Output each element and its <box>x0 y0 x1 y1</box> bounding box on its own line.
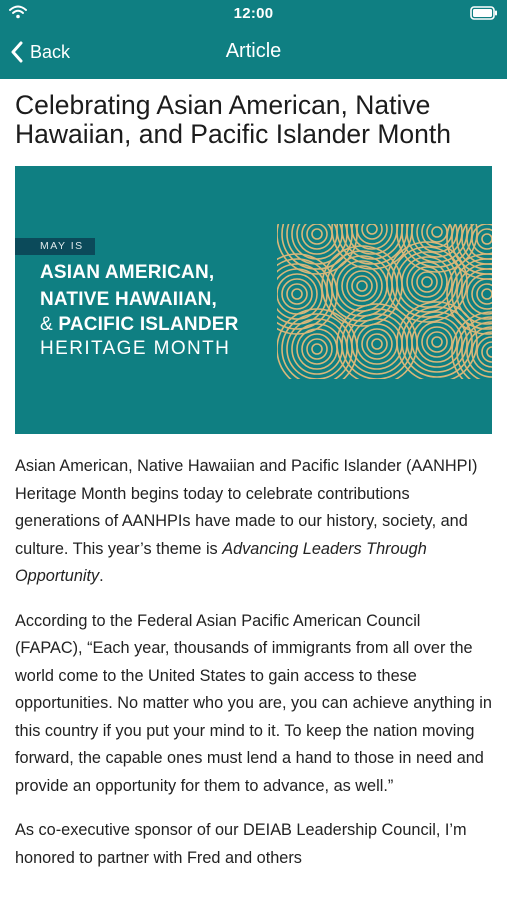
ring <box>312 344 322 354</box>
ring <box>427 332 447 352</box>
ring <box>277 274 317 314</box>
ring <box>477 229 492 249</box>
ring <box>407 262 447 302</box>
ring <box>372 339 382 349</box>
banner-line-1: ASIAN AMERICAN, <box>40 262 215 283</box>
nav-bar <box>0 28 507 79</box>
paragraph-1-theme: Advancing Leaders Through Opportunity <box>15 539 427 585</box>
ring <box>352 276 372 296</box>
ring <box>367 224 377 234</box>
back-label: Back <box>30 41 71 62</box>
ring-cluster <box>337 304 417 379</box>
ring <box>487 347 492 357</box>
ring <box>482 234 492 244</box>
ring <box>367 334 387 354</box>
ring <box>482 289 492 299</box>
article-content[interactable] <box>0 79 507 900</box>
status-bar <box>0 0 507 28</box>
ring <box>402 257 452 307</box>
ring <box>307 339 327 359</box>
ring <box>277 269 322 319</box>
article-paragraph-2: According to the Federal Asian Pacific American Council (FAPAC), “Each year, thousands of immigrants from all over the world come to the United States to gain access to these opportunities. No matter who you are, you can achieve anything in this country if you put your mind to it. To keep the nation moving forward, the capable ones must lend a hand to those in need and provide an opportunity for them to advance, as well.” <box>15 611 492 795</box>
banner-line-2: NATIVE HAWAIIAN, <box>40 289 218 310</box>
ring <box>412 317 462 367</box>
ring <box>477 284 492 304</box>
banner-line-3-text: PACIFIC ISLANDER <box>58 314 239 335</box>
banner-line-3 <box>40 314 239 336</box>
status-time: 12:00 <box>233 5 274 22</box>
ring <box>357 281 367 291</box>
banner-line-4: HERITAGE MONTH <box>40 338 231 359</box>
ring <box>287 284 307 304</box>
banner-ampersand: & <box>40 314 53 335</box>
page-title: Article <box>225 40 282 62</box>
concentric-circles-pattern <box>277 224 492 379</box>
paragraph-1-end: . <box>99 567 104 585</box>
ring <box>342 266 382 306</box>
ring <box>337 304 417 379</box>
app-header <box>0 0 507 79</box>
ring <box>297 329 337 369</box>
ring <box>312 229 322 239</box>
ring <box>422 277 432 287</box>
battery-icon <box>470 6 498 20</box>
ring <box>307 224 327 244</box>
ring <box>352 319 402 369</box>
ring <box>467 274 492 314</box>
ring <box>432 337 442 347</box>
ring <box>352 224 392 249</box>
heritage-month-banner <box>15 166 492 434</box>
ring <box>362 224 382 239</box>
ring <box>292 324 342 374</box>
article-title: Celebrating Asian American, Native Hawaiian, and Pacific Islander Month <box>15 90 452 149</box>
ring <box>432 227 442 237</box>
ring <box>292 289 302 299</box>
ring <box>357 324 397 364</box>
ring <box>417 272 437 292</box>
article-paragraph-1 <box>15 453 492 591</box>
ring <box>417 322 457 362</box>
article-paragraph-3: As co-executive sponsor of our DEIAB Leadership Council, I’m honored to partner with Fred and others <box>15 821 467 867</box>
banner-tag: MAY IS <box>15 238 95 255</box>
paragraph-1-text: Asian American, Native Hawaiian and Pacific Islander (AANHPI) Heritage Month begins today to celebrate contributions generations of AANHPIs have made to our history, society, and culture. This year’s theme is <box>15 457 478 558</box>
